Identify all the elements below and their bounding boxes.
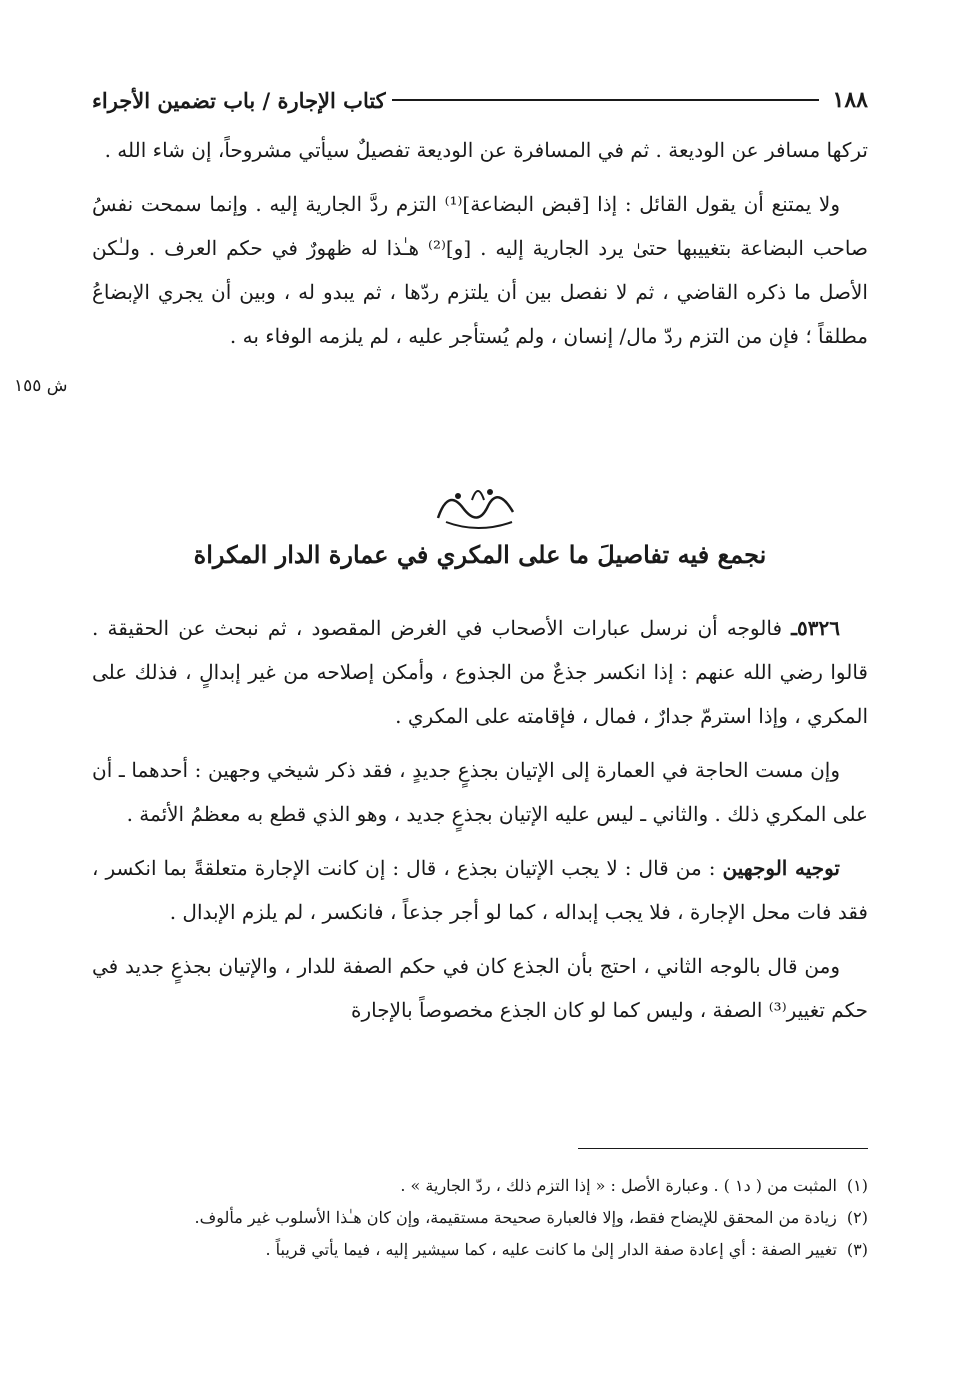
body-top [92,128,868,368]
paragraph-text: ومن قال بالوجه الثاني ، احتج بأن الجذع كان في حكم الصفة للدار ، والإتيان بجذعٍ جديد في حكم تغيير⁽³⁾ الصفة ، وليس كما لو كان الجذع مخصوصاً بالإجارة [92,954,868,1022]
page-number: ١٨٨ [832,87,868,113]
footnote [92,1236,868,1264]
paragraph-lead: توجيه الوجهين [722,856,840,880]
running-title: كتاب الإجارة / باب تضمين الأجراء [92,87,386,113]
footnotes [92,1172,868,1268]
paragraph [92,944,868,1032]
running-header [92,80,868,120]
section-heading: نجمع فيه تفاصيلَ ما على المكري في عمارة الدار المكراة [193,540,767,569]
header-rule [392,99,819,101]
fasl-ornament-icon [428,478,528,536]
numbered-paragraph [92,606,868,738]
body-section [92,606,868,1042]
paragraph [92,846,868,934]
footnote-number: (٣) [846,1240,868,1259]
footnote-divider [578,1148,868,1149]
paragraph-text: وإن مست الحاجة في العمارة إلى الإتيان بجذعٍ جديدٍ ، فقد ذكر شيخي وجهين : أحدهما ـ أن على المكري ذلك . والثاني ـ ليس عليه الإتيان بجذعٍ جديد ، وهو الذي قطع به معظمُ الأئمة . [92,758,868,826]
paragraph-number: ٥٣٢٦ـ [791,616,840,640]
footnote-number: (٢) [846,1208,868,1227]
footnote [92,1172,868,1200]
paragraph [92,748,868,836]
paragraph: ولا يمتنع أن يقول القائل : إذا [قبض البضاعة]⁽¹⁾ التزم ردَّ الجارية إليه . وإنما سمحت نفسُ صاحب البضاعة بتغييبها حتىٰ يرد الجارية إليه . [و]⁽²⁾ هـٰذا له ظهورٌ في حكم العرف . ولـٰكن الأصل ما ذكره القاضي ، ثم لا نفصل بين أن يلتزم ردّها ، ثم يبدو له ، وبين أن يجري الإبضاعُ مطلقاً ؛ فإن من التزم ردّ مال/ إنسان ، ولم يُستأجر عليه ، لم يلزمه الوفاء به . [92,192,868,348]
footnote-text: تغيير الصفة : أي إعادة صفة الدار إلىٰ ما كانت عليه ، كما سيشير إليه ، فيما يأتي قريباً . [265,1240,837,1259]
footnote-text: المثبت من ( د١ ) . وعبارة الأصل : « إذا التزم ذلك ، ردّ الجارية » . [400,1176,837,1195]
paragraph-text: فالوجه أن نرسل عبارات الأصحاب في الغرض المقصود ، ثم نبحث عن الحقيقة . قالوا رضي الله عنهم : إذا انكسر جذعٌ من الجذوع ، وأمكن إصلاحه من غير إبدالٍ ، فذلك على المكري ، وإذا استرمّ جدارٌ ، فمال ، فإقامته على المكري . [92,616,868,728]
paragraph: تركها مسافر عن الوديعة . ثم في المسافرة عن الوديعة تفصيلٌ سيأتي مشروحاً، إن شاء الله . [104,138,868,162]
footnote [92,1204,868,1232]
footnote-number: (١) [846,1176,868,1195]
margin-folio-note: ش ١٥٥ [14,376,68,396]
footnote-text: زيادة من المحقق للإيضاح فقط، وإلا فالعبارة صحيحة مستقيمة، وإن كان هـٰذا الأسلوب غير مألوف. [194,1208,837,1227]
paragraph-text: : من قال : لا يجب الإتيان بجذع ، قال : إن كانت الإجارة متعلقةً بما انكسر ، فقد فات محل الإجارة ، فلا يجب إبداله ، كما لو أجر جذعاً ، فانكسر ، لم يلزم الإبدال . [92,856,868,924]
